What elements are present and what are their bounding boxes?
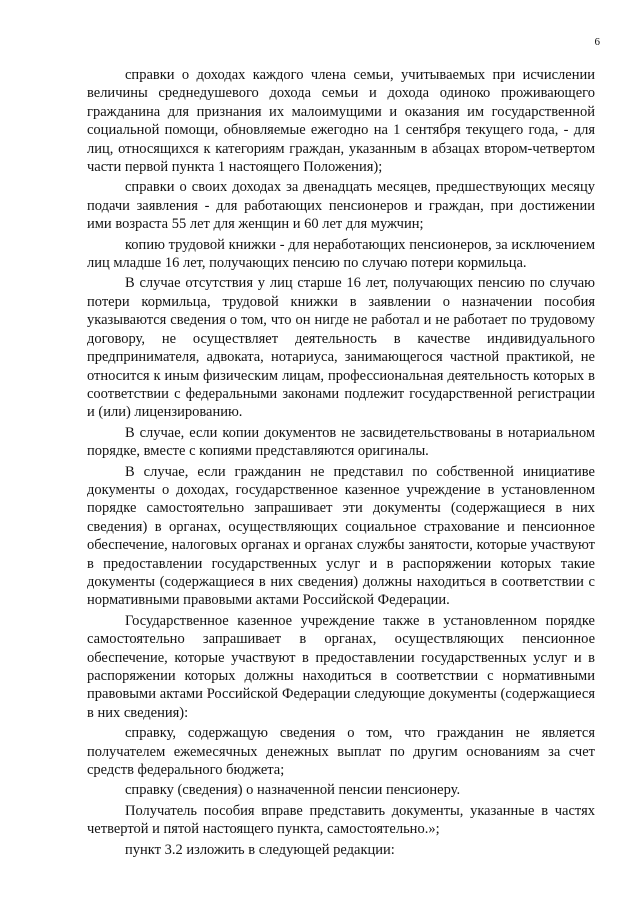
paragraph-agency-requests: В случае, если гражданин не представил по собственной инициативе документы о доходах, государственное казенное учреждение в установленном порядке самостоятельно запрашивает эти документы (содержащиеся в них сведения) в органах, осуществляющих социальное страхование и пенсионное обеспечение, налоговых органах и органах службы занятости, которые участвуют в предоставлении государственных услуг и в распоряжении которых такие документы (содержащиеся в них сведения) должны находиться в соответствии с нормативными правовыми актами Российской Федерации. [87,463,595,609]
document-body [87,66,595,859]
paragraph-clause-3-2: пункт 3.2 изложить в следующей редакции: [125,841,395,858]
page-number: 6 [594,36,600,48]
paragraph-own-income: справки о своих доходах за двенадцать месяцев, предшествующих месяцу подачи заявления - для работающих пенсионеров и граждан, при достижении ими возраста 55 лет для женщин и 60 лет для мужчин; [87,179,595,233]
paragraph-no-work-book: В случае отсутствия у лиц старше 16 лет, получающих пенсию по случаю потери кормильца, трудовой книжки в заявлении о назначении пособия указываются сведения о том, что он нигде не работал и не работает по трудовому договору, не осуществляет деятельность в качестве индивидуального предпринимателя, адвоката, нотариуса, занимающегося частной практикой, не относится к иным физическим лицам, профессиональная деятельность которых в соответствии с федеральными законами подлежит государственной регистрации и (или) лицензированию. [87,275,595,421]
paragraph-income-certificates: справки о доходах каждого члена семьи, учитываемых при исчислении величины среднедушевого дохода семьи и дохода одиноко проживающего гражданина для признания их малоимущими и оказания им государственной социальной помощи, обновляемые ежегодно на 1 сентября текущего года, - для лиц, относящихся к категориям граждан, указанным в абзацах втором-четвертом части первой пункта 1 настоящего Положения); [87,67,595,176]
paragraph-recipient-right: Получатель пособия вправе представить документы, указанные в частях четвертой и пятой настоящего пункта, самостоятельно.»; [87,802,595,838]
paragraph-pension-certificate: справку (сведения) о назначенной пенсии пенсионеру. [125,782,461,799]
paragraph-copies-originals: В случае, если копии документов не засвидетельствованы в нотариальном порядке, вместе с копиями представляются оригиналы. [87,424,595,460]
paragraph-work-book: копию трудовой книжки - для неработающих пенсионеров, за исключением лиц младше 16 лет, получающих пенсию по случаю потери кормильца. [87,236,595,272]
paragraph-certificate-payments: справку, содержащую сведения о том, что гражданин не является получателем ежемесячных денежных выплат по другим основаниям за счет средств федерального бюджета; [87,725,595,779]
paragraph-pension-requests: Государственное казенное учреждение также в установленном порядке самостоятельно запрашивает в органах, осуществляющих пенсионное обеспечение, которые участвуют в предоставлении государственных услуг и в распоряжении которых должны находиться в соответствии с нормативными правовыми актами Российской Федерации следующие документы (содержащиеся в них сведения): [87,612,595,721]
